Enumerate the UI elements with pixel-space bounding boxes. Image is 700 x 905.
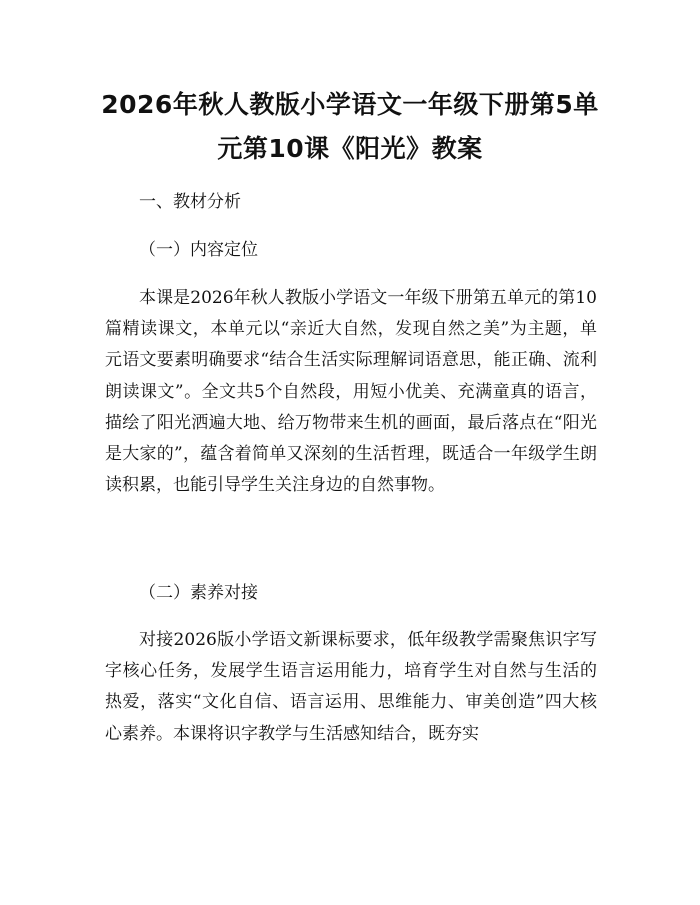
subsection-heading-literacy-alignment: （二）素养对接 [139, 583, 258, 603]
paragraph-literacy-alignment: 对接2026版小学语文新课标要求，低年级教学需聚焦识字写字核心任务，发展学生语言运用能力，培育学生对自然与生活的热爱，落实“文化自信、语言运用、思维能力、审美创造”四大核心素养。本课将识字教学与生活感知结合，既夯实 [105, 630, 597, 744]
document-title-line-2: 元第10课《阳光》教案 [217, 134, 483, 163]
document-title-line-1: 2026年秋人教版小学语文一年级下册第5单 [101, 90, 599, 119]
section-heading-textbook-analysis: 一、教材分析 [139, 192, 241, 212]
paragraph-content-positioning: 本课是2026年秋人教版小学语文一年级下册第五单元的第10篇精读课文，本单元以“亲近大自然，发现自然之美”为主题，单元语文要素明确要求“结合生活实际理解词语意思，能正确、流利朗读课文”。全文共5个自然段，用短小优美、充满童真的语言，描绘了阳光洒遍大地、给万物带来生机的画面，最后落点在“阳光是大家的”，蕴含着简单又深刻的生活哲理，既适合一年级学生朗读积累，也能引导学生关注身边的自然事物。 [105, 288, 597, 496]
subsection-heading-content-positioning: （一）内容定位 [139, 240, 258, 260]
